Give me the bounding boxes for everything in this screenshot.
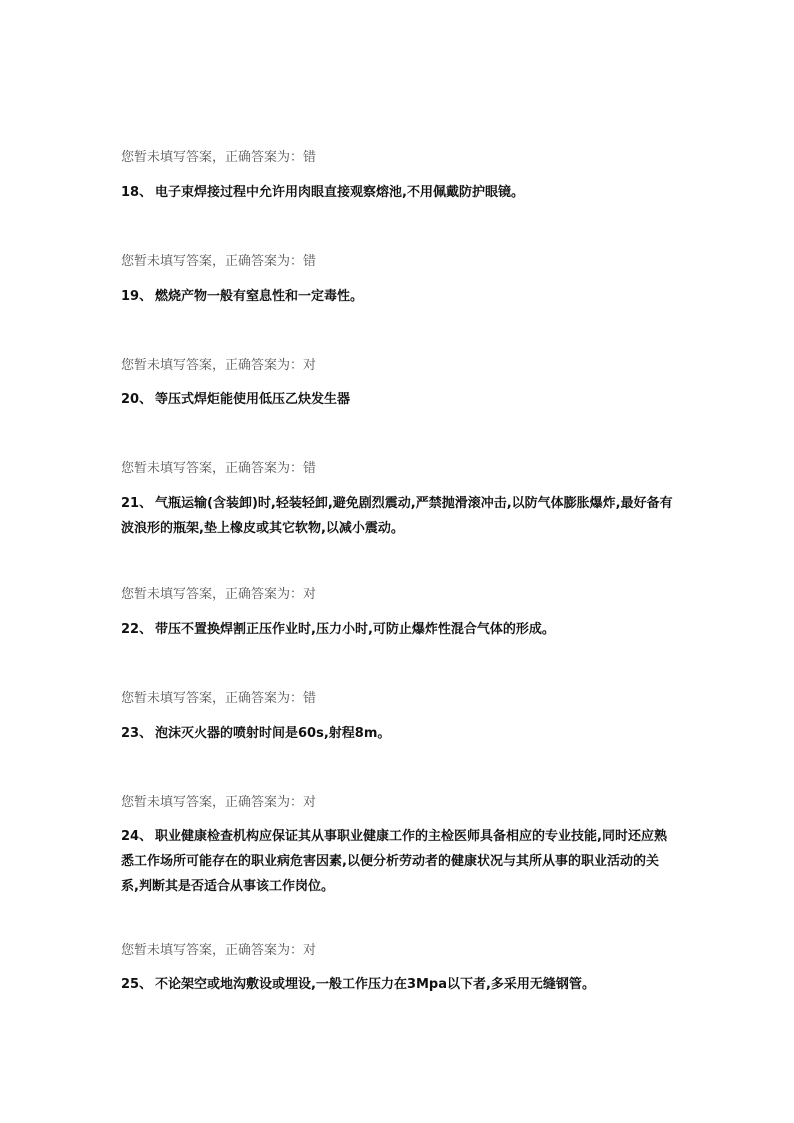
question-number: 25、 xyxy=(121,977,153,992)
question-text: 职业健康检查机构应保证其从事职业健康工作的主检医师具备相应的专业技能,同时还应熟悉工作场所可能存在的职业病危害因素,以便分析劳动者的健康状况与其所从事的职业活动的关系,判断其是否适合从事该工作岗位。 xyxy=(121,829,667,894)
question-23 xyxy=(121,721,673,746)
answer-line-19: 您暂未填写答案，正确答案为：对 xyxy=(121,358,317,373)
question-text: 电子束焊接过程中允许用肉眼直接观察熔池,不用佩戴防护眼镜。 xyxy=(155,185,524,200)
question-25 xyxy=(121,972,673,997)
answer-line-24: 您暂未填写答案，正确答案为：对 xyxy=(121,943,317,958)
answer-line-18: 您暂未填写答案，正确答案为：错 xyxy=(121,254,317,269)
question-text: 泡沫灭火器的喷射时间是60s,射程8m。 xyxy=(155,726,391,741)
question-text: 燃烧产物一般有窒息性和一定毒性。 xyxy=(155,289,364,304)
answer-line-22: 您暂未填写答案，正确答案为：错 xyxy=(121,691,317,706)
question-text: 等压式焊炬能使用低压乙炔发生器 xyxy=(155,392,351,407)
answer-line-23: 您暂未填写答案，正确答案为：对 xyxy=(121,795,317,810)
question-19 xyxy=(121,284,673,309)
question-20 xyxy=(121,387,673,412)
question-number: 24、 xyxy=(121,829,153,844)
question-text: 气瓶运输(含装卸)时,轻装轻卸,避免剧烈震动,严禁抛滑滚冲击,以防气体膨胀爆炸,最好备有波浪形的瓶架,垫上橡皮或其它软物,以减小震动。 xyxy=(121,496,673,536)
answer-line-20: 您暂未填写答案，正确答案为：错 xyxy=(121,461,317,476)
answer-line-21: 您暂未填写答案，正确答案为：对 xyxy=(121,587,317,602)
question-number: 18、 xyxy=(121,185,153,200)
question-18 xyxy=(121,180,673,205)
question-text: 带压不置换焊割正压作业时,压力小时,可防止爆炸性混合气体的形成。 xyxy=(155,622,555,637)
question-number: 21、 xyxy=(121,496,153,511)
question-24 xyxy=(121,824,673,899)
question-number: 19、 xyxy=(121,289,153,304)
question-number: 20、 xyxy=(121,392,153,407)
question-22 xyxy=(121,617,673,642)
question-21 xyxy=(121,491,673,541)
question-number: 22、 xyxy=(121,622,153,637)
question-text: 不论架空或地沟敷设或埋设,一般工作压力在3Mpa以下者,多采用无缝钢管。 xyxy=(155,977,595,992)
question-number: 23、 xyxy=(121,726,153,741)
answer-line-17: 您暂未填写答案，正确答案为：错 xyxy=(121,150,317,165)
